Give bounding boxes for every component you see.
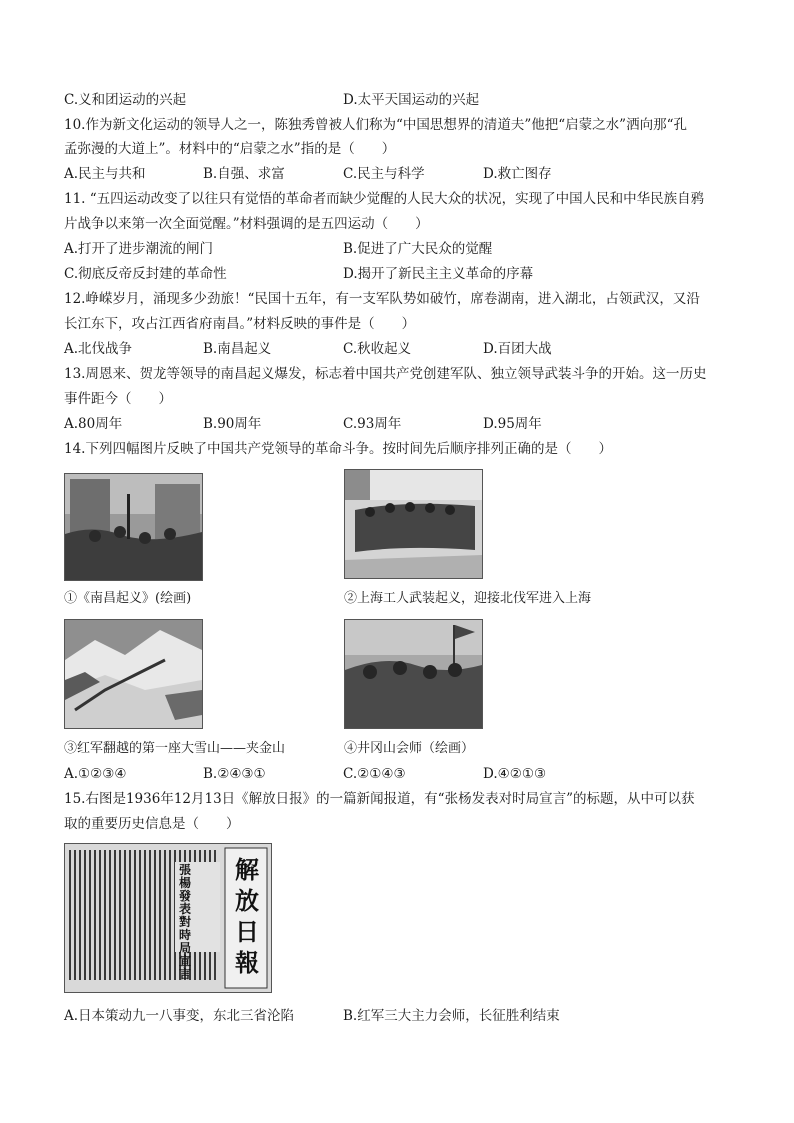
q10-option-d: D.救亡图存 bbox=[483, 166, 552, 182]
q12-option-a: A.北伐战争 bbox=[64, 341, 133, 357]
photo-1-caption: ①《南昌起义》(绘画) bbox=[64, 591, 192, 606]
newspaper-headline: 張楊發表對時局宣言 bbox=[179, 863, 192, 981]
q11-option-d: D.揭开了新民主主义革命的序幕 bbox=[343, 266, 534, 282]
q9-option-d: D.太平天国运动的兴起 bbox=[343, 92, 480, 108]
q15-option-b: B.红军三大主力会师，长征胜利结束 bbox=[343, 1008, 560, 1024]
q10-option-a: A.民主与共和 bbox=[64, 166, 146, 182]
q9-option-c: C.义和团运动的兴起 bbox=[64, 92, 187, 108]
q13-stem-line1: 13.周恩来、贺龙等领导的南昌起义爆发，标志着中国共产党创建军队、独立领导武装斗争的开始。这一历史 bbox=[64, 366, 707, 382]
q11-option-a: A.打开了进步潮流的闸门 bbox=[64, 241, 214, 257]
photo-shanghai-workers bbox=[344, 469, 483, 579]
q10-stem-line2: 孟弥漫的大道上”。材料中的“启蒙之水”指的是（ ） bbox=[64, 141, 396, 157]
photo-nanchang-uprising bbox=[64, 473, 203, 581]
q11-stem-line2: 片战争以来第一次全面觉醒。”材料强调的是五四运动（ ） bbox=[64, 216, 429, 232]
q15-option-a: A.日本策动九一八事变，东北三省沦陷 bbox=[64, 1008, 295, 1024]
q14-option-a: A.①②③④ bbox=[64, 766, 127, 782]
q12-option-d: D.百团大战 bbox=[483, 341, 552, 357]
q13-option-a: A.80周年 bbox=[64, 416, 123, 432]
q15-stem-line1: 15.右图是1936年12月13日《解放日报》的一篇新闻报道，有“张杨发表对时局宣言”的标题，从中可以获 bbox=[64, 791, 695, 807]
q15-stem-line2: 取的重要历史信息是（ ） bbox=[64, 816, 240, 832]
q11-option-c: C.彻底反帝反封建的革命性 bbox=[64, 266, 227, 282]
photo-jinggangshan-meeting bbox=[344, 619, 483, 729]
q14-option-c: C.②①④③ bbox=[343, 766, 406, 782]
q12-stem-line1: 12.峥嵘岁月，涌现多少劲旅！“民国十五年，有一支军队势如破竹，席卷湖南，进入湖北，占领武汉，又沿 bbox=[64, 291, 700, 307]
newspaper-jiefang-ribao bbox=[64, 843, 272, 993]
q10-stem-line1: 10.作为新文化运动的领导人之一，陈独秀曾被人们称为“中国思想界的清道夫”他把“启蒙之水”洒向那“孔 bbox=[64, 117, 687, 133]
q12-option-b: B.南昌起义 bbox=[203, 341, 272, 357]
q12-stem-line2: 长江东下，攻占江西省府南昌。”材料反映的事件是（ ） bbox=[64, 316, 416, 332]
q13-option-c: C.93周年 bbox=[343, 416, 402, 432]
photo-jiajin-mountain bbox=[64, 619, 203, 729]
photo-3-caption: ③红军翻越的第一座大雪山——夹金山 bbox=[64, 741, 286, 756]
q11-stem-line1: 11. “五四运动改变了以往只有觉悟的革命者而缺少觉醒的人民大众的状况，实现了中国人民和中华民族自鸦 bbox=[64, 191, 705, 207]
q14-option-d: D.④②①③ bbox=[483, 766, 547, 782]
q10-option-b: B.自强、求富 bbox=[203, 166, 285, 182]
photo-4-caption: ④井冈山会师（绘画） bbox=[344, 741, 475, 756]
q13-option-d: D.95周年 bbox=[483, 416, 542, 432]
q14-stem: 14.下列四幅图片反映了中国共产党领导的革命斗争。按时间先后顺序排列正确的是（ ） bbox=[64, 441, 612, 457]
newspaper-masthead: 解放日報 bbox=[235, 855, 259, 977]
q12-option-c: C.秋收起义 bbox=[343, 341, 412, 357]
photo-2-caption: ②上海工人武装起义，迎接北伐军进入上海 bbox=[344, 591, 592, 606]
q11-option-b: B.促进了广大民众的觉醒 bbox=[343, 241, 493, 257]
q13-option-b: B.90周年 bbox=[203, 416, 262, 432]
q13-stem-line2: 事件距今（ ） bbox=[64, 391, 172, 407]
q10-option-c: C.民主与科学 bbox=[343, 166, 425, 182]
q14-option-b: B.②④③① bbox=[203, 766, 266, 782]
